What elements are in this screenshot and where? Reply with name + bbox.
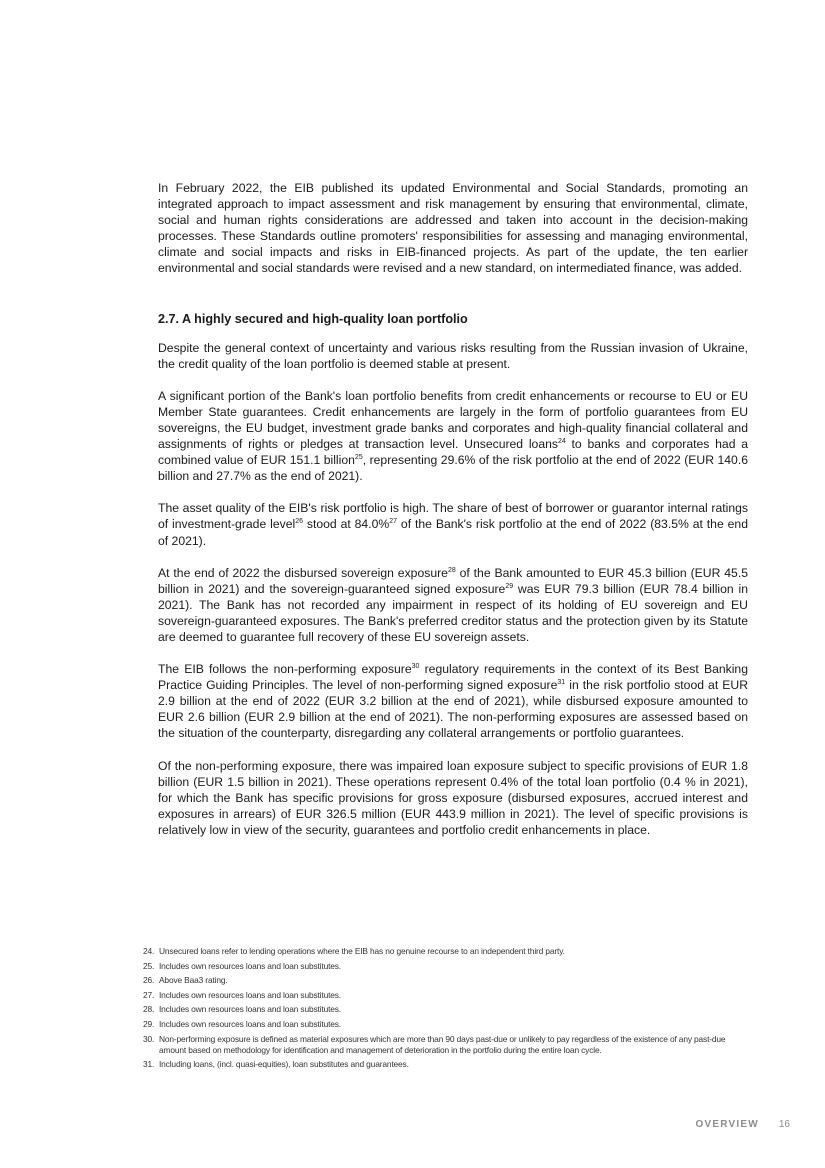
footnote-ref[interactable]: 24 [557, 437, 566, 445]
paragraph-text: , representing 29.6% of the risk portfolio at the end of 2022 (EUR 140.6 billion and 27.7% as the end of 2021). [158, 453, 748, 484]
footnote-number: 26. [143, 975, 155, 986]
footnote-text: Includes own resources loans and loan substitutes. [159, 960, 341, 971]
paragraph-text: At the end of 2022 the disbursed sovereign exposure [158, 565, 448, 580]
paragraph-text: The EIB follows the non-performing exposure [158, 662, 412, 677]
footer-section-label: OVERVIEW [695, 1119, 759, 1130]
footnote-item [143, 1004, 748, 1015]
footnote-number: 24. [143, 946, 155, 956]
footnote-number: 25. [143, 960, 155, 971]
paragraph-text: was EUR 79.3 billion (EUR 78.4 billion in 2021). The Bank has not recorded any impairment in respect of its holding of EU sovereign and EU sovereign-guaranteed exposures. The Bank's preferred creditor status and the protection given by its Statute are deemed to guarantee full recovery of these EU sovereign assets. [158, 581, 748, 644]
footnote-text: Includes own resources loans and loan substitutes. [159, 1018, 341, 1029]
intro-paragraph: In February 2022, the EIB published its updated Environmental and Social Standards, promoting an integrated approach to impact assessment and risk management by ensuring that environmental, climate, social and human rights considerations are addressed and taken into account in the decision-making processes. These Standards outline promoters' responsibilities for assessing and managing environmental, climate and social impacts and risks in EIB-financed projects. As part of the update, the ten earlier environmental and social standards were revised and a new standard, on intermediated finance, was added. [158, 181, 748, 276]
footnote-text: Includes own resources loans and loan substitutes. [159, 989, 341, 1000]
paragraph-sovereign-exposure [158, 565, 748, 645]
footnote-number: 28. [143, 1004, 155, 1015]
footnote-item [143, 961, 748, 972]
footnotes [143, 946, 748, 1074]
footnote-item [143, 1059, 748, 1070]
footnote-item [143, 975, 748, 986]
paragraph-text: of the Bank's risk portfolio at the end of 2022 (83.5% at the end of 2021). [158, 517, 748, 548]
footnote-ref[interactable]: 25 [354, 454, 363, 462]
page-number: 16 [778, 1119, 790, 1130]
footnote-ref[interactable]: 31 [557, 679, 566, 687]
footnote-text: Non-performing exposure is defined as material exposures which are more than 90 days past-due or unlikely to pay regardless of the existence of any past-due amount based on methodology for identification and management of deterioration in the portfolio during the entire loan cycle. [159, 1033, 726, 1055]
footnote-text: Unsecured loans refer to lending operations where the EIB has no genuine recourse to an independent third party. [159, 946, 565, 956]
footnote-number: 30. [143, 1033, 155, 1044]
paragraph-text: to banks and corporates had a combined value of EUR 151.1 billion [158, 437, 748, 468]
paragraph-text: A significant portion of the Bank's loan portfolio benefits from credit enhancements or recourse to EU or EU Member State guarantees. Credit enhancements are largely in the form of portfolio guarantees from EU sovereigns, the EU budget, investment grade banks and corporates and high-quality financial collateral and assignments of rights or pledges at transaction level. Unsecured loans [158, 388, 748, 452]
page-footer [696, 1119, 790, 1130]
footnote-item [143, 946, 748, 957]
footnote-text: Includes own resources loans and loan substitutes. [159, 1004, 341, 1015]
paragraph-text: of the Bank amounted to EUR 45.3 billion (EUR 45.5 billion in 2021) and the sovereign-guaranteed signed exposure [158, 565, 748, 596]
footnote-ref[interactable]: 28 [447, 566, 456, 574]
paragraph-text: stood at 84.0% [302, 517, 390, 532]
footnote-number: 31. [143, 1059, 155, 1070]
paragraph-credit-enhancements [158, 388, 748, 485]
footnote-text: Including loans, (incl. quasi-equities), loan substitutes and guarantees. [159, 1059, 409, 1070]
paragraph-text: in the risk portfolio stood at EUR 2.9 billion at the end of 2022 (EUR 3.2 billion at the end of 2021), while disbursed exposure amounted to EUR 2.6 billion (EUR 2.9 billion at the end of 2021). The non-performing exposures are assessed based on the situation of the counterparty, disregarding any collateral arrangements or portfolio guarantees. [158, 678, 749, 741]
paragraph-text: The asset quality of the EIB's risk portfolio is high. The share of best of borrower or guarantor internal ratings of investment-grade level [158, 501, 748, 532]
footnote-ref[interactable]: 29 [505, 582, 514, 590]
paragraph-non-performing [158, 661, 748, 741]
footnote-ref[interactable]: 30 [411, 663, 420, 670]
footnote-text: Above Baa3 rating. [159, 975, 228, 986]
footnote-number: 29. [143, 1018, 155, 1029]
paragraph-text: regulatory requirements in the context of its Best Banking Practice Guiding Principles. The level of non-performing signed exposure [158, 662, 748, 693]
paragraph-impaired-loans: Of the non-performing exposure, there was impaired loan exposure subject to specific provisions of EUR 1.8 billion (EUR 1.5 billion in 2021). These operations represent 0.4% of the total loan portfolio (0.4 % in 2021), for which the Bank has specific provisions for gross exposure (disbursed exposures, accrued interest and exposures in arrears) of EUR 326.5 million (EUR 443.9 million in 2021). The level of specific provisions is relatively low in view of the security, guarantees and portfolio credit enhancements in place. [158, 758, 748, 837]
footnote-item [143, 1019, 748, 1030]
footnote-item [143, 1034, 748, 1056]
paragraph-credit-quality: Despite the general context of uncertainty and various risks resulting from the Russian invasion of Ukraine, the credit quality of the loan portfolio is deemed stable at present. [158, 340, 748, 371]
footnote-ref[interactable]: 26 [295, 518, 303, 526]
footnote-number: 27. [143, 989, 155, 1000]
main-content [158, 180, 748, 854]
footnote-item [143, 990, 748, 1001]
section-heading: 2.7. A highly secured and high-quality loan portfolio [158, 311, 468, 326]
paragraph-asset-quality [158, 500, 748, 548]
footnote-ref[interactable]: 27 [389, 518, 398, 526]
